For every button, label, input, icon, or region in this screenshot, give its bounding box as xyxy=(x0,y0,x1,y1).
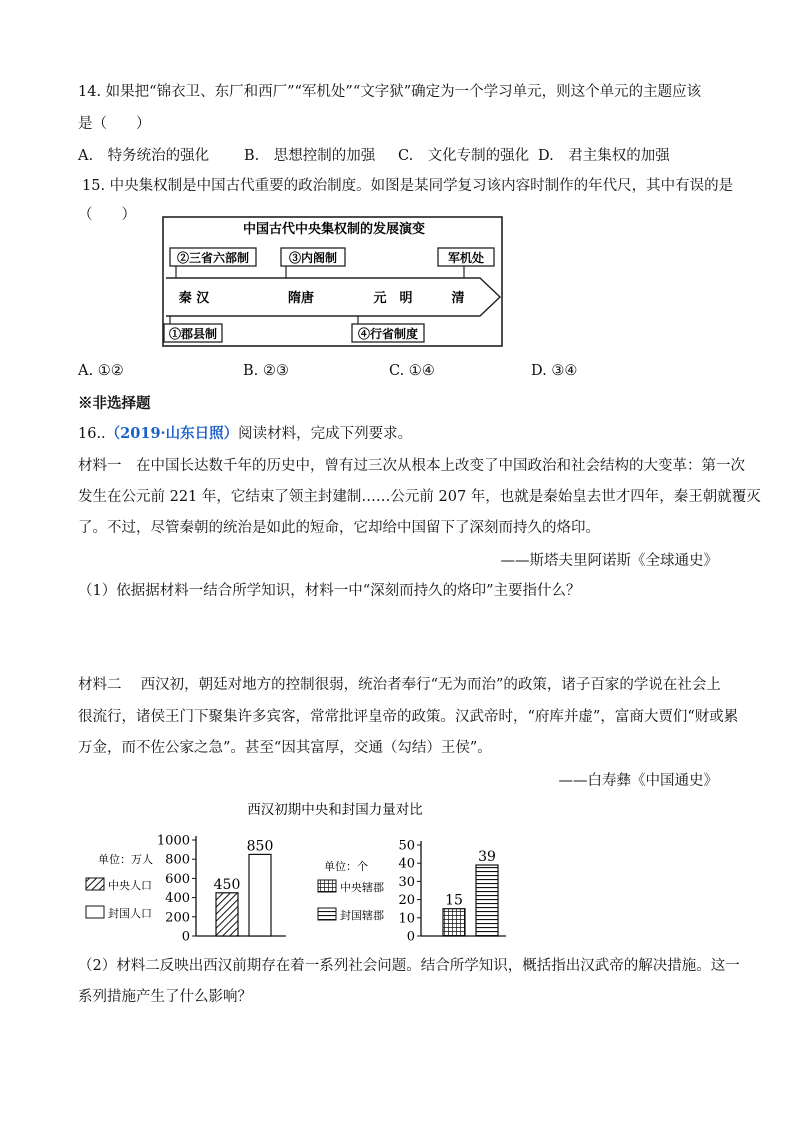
svg-text:②三省六部制: ②三省六部制 xyxy=(176,251,250,265)
legend-swatch xyxy=(318,880,336,892)
q16-question2-line2: 系列措施产生了什么影响？ xyxy=(78,989,252,1005)
material1-line3: 了。不过，尽管秦朝的统治是如此的短命，它却给中国留下了深刻而持久的烙印。 xyxy=(78,520,600,536)
q14-option-c[interactable]: C. 文化专制的强化 xyxy=(398,148,530,164)
section-heading: ※非选择题 xyxy=(78,395,151,412)
q16-source: （2019·山东日照） xyxy=(105,425,239,442)
y-tick-label: 20 xyxy=(398,893,415,909)
q15-option-a[interactable]: A. ①② xyxy=(78,363,124,379)
q14-option-d[interactable]: D. 君主集权的加强 xyxy=(538,148,670,164)
legend-label: 封国人口 xyxy=(108,907,152,920)
strength-chart xyxy=(80,795,520,945)
q15-stem-line1: 15. 中央集权制是中国古代重要的政治制度。如图是某同学复习该内容时制作的年代尺，其中有误的是 xyxy=(82,178,734,194)
q15-stem-line2: （ ） xyxy=(78,207,136,223)
material1-line2: 发生在公元前 221 年，它结束了领主封建制……公元前 207 年，也就是秦始皇去世才四年，秦王朝就覆灭 xyxy=(78,489,761,505)
y-tick-label: 40 xyxy=(398,856,415,872)
material2-line3: 万金，而不佐公家之急”。甚至“因其富厚，交通（勾结）王侯”。 xyxy=(78,740,492,756)
q16-question1: （1）依据据材料一结合所学知识，材料一中“深刻而持久的烙印”主要指什么？ xyxy=(78,583,581,599)
bar-1 xyxy=(249,854,271,936)
y-tick-label: 800 xyxy=(165,852,190,868)
legend-swatch xyxy=(318,908,336,920)
material2-source: ——白寿彝《中国通史》 xyxy=(558,773,718,789)
q16-header xyxy=(78,424,412,444)
y-tick-label: 30 xyxy=(398,874,415,890)
chart-unit-label: 单位：个 xyxy=(324,860,368,873)
bar-0 xyxy=(443,909,465,936)
timeline-era-qinhan: 秦 汉 xyxy=(178,291,210,306)
bar-value-label: 850 xyxy=(246,838,274,855)
q14-option-b[interactable]: B. 思想控制的加强 xyxy=(244,148,376,164)
q14-stem-line1: 14. 如果把“锦衣卫、东厂和西厂”“军机处”“文字狱”确定为一个学习单元，则这个单元的主题应该 xyxy=(78,84,702,100)
q15-option-b[interactable]: B. ②③ xyxy=(243,363,289,379)
material2-line2: 很流行，诸侯王门下聚集许多宾客，常常批评皇帝的政策。汉武帝时，“府库并虚”，富商大贾们“财或累 xyxy=(78,709,739,725)
y-tick-label: 1000 xyxy=(156,833,190,849)
chart-unit-label: 单位：万人 xyxy=(98,853,153,866)
timeline-era-suitang: 隋唐 xyxy=(287,291,315,306)
y-tick-label: 600 xyxy=(165,871,190,887)
legend-swatch xyxy=(86,906,104,918)
material1-line1: 材料一 在中国长达数千年的历史中，曾有过三次从根本上改变了中国政治和社会结构的大变革：第一次 xyxy=(78,458,745,474)
y-tick-label: 50 xyxy=(398,838,415,854)
bar-value-label: 15 xyxy=(445,892,463,909)
legend-label: 中央人口 xyxy=(108,879,152,892)
svg-text:①郡县制: ①郡县制 xyxy=(168,327,218,341)
timeline-era-yuanming: 元 明 xyxy=(373,291,413,306)
q16-number: 16.. xyxy=(78,426,106,442)
bar-value-label: 450 xyxy=(213,876,241,893)
svg-text:③内阁制: ③内阁制 xyxy=(288,251,338,265)
bar-1 xyxy=(476,865,498,936)
svg-text:军机处: 军机处 xyxy=(447,251,485,265)
svg-text:④行省制度: ④行省制度 xyxy=(357,327,419,341)
y-tick-label: 0 xyxy=(406,929,415,945)
material2-line1: 材料二 西汉初，朝廷对地方的控制很弱，统治者奉行“无为而治”的政策，诸子百家的学说在社会上 xyxy=(78,677,721,693)
legend-label: 中央辖郡 xyxy=(340,881,384,894)
bar-value-label: 39 xyxy=(478,849,496,866)
q14-stem-line2: 是（ ） xyxy=(78,116,151,132)
y-tick-label: 200 xyxy=(165,910,190,926)
q14-option-a[interactable]: A. 特务统治的强化 xyxy=(78,148,210,164)
timeline-era-qing: 清 xyxy=(451,291,465,306)
timeline-title: 中国古代中央集权制的发展演变 xyxy=(242,222,426,237)
q16-question2-line1: （2）材料二反映出西汉前期存在着一系列社会问题。结合所学知识，概括指出汉武帝的解决措施。这一 xyxy=(78,958,740,974)
timeline-figure xyxy=(162,216,506,348)
chart-title: 西汉初期中央和封国力量对比 xyxy=(247,802,423,818)
y-tick-label: 0 xyxy=(181,929,190,945)
legend-label: 封国辖郡 xyxy=(340,909,384,922)
q16-intro: 阅读材料，完成下列要求。 xyxy=(238,426,413,442)
y-tick-label: 400 xyxy=(165,891,190,907)
y-tick-label: 10 xyxy=(398,911,415,927)
bar-0 xyxy=(216,893,238,936)
q15-option-c[interactable]: C. ①④ xyxy=(389,363,435,379)
q15-option-d[interactable]: D. ③④ xyxy=(531,363,578,379)
material1-source: ——斯塔夫里阿诺斯《全球通史》 xyxy=(500,553,718,569)
legend-swatch xyxy=(86,878,104,890)
